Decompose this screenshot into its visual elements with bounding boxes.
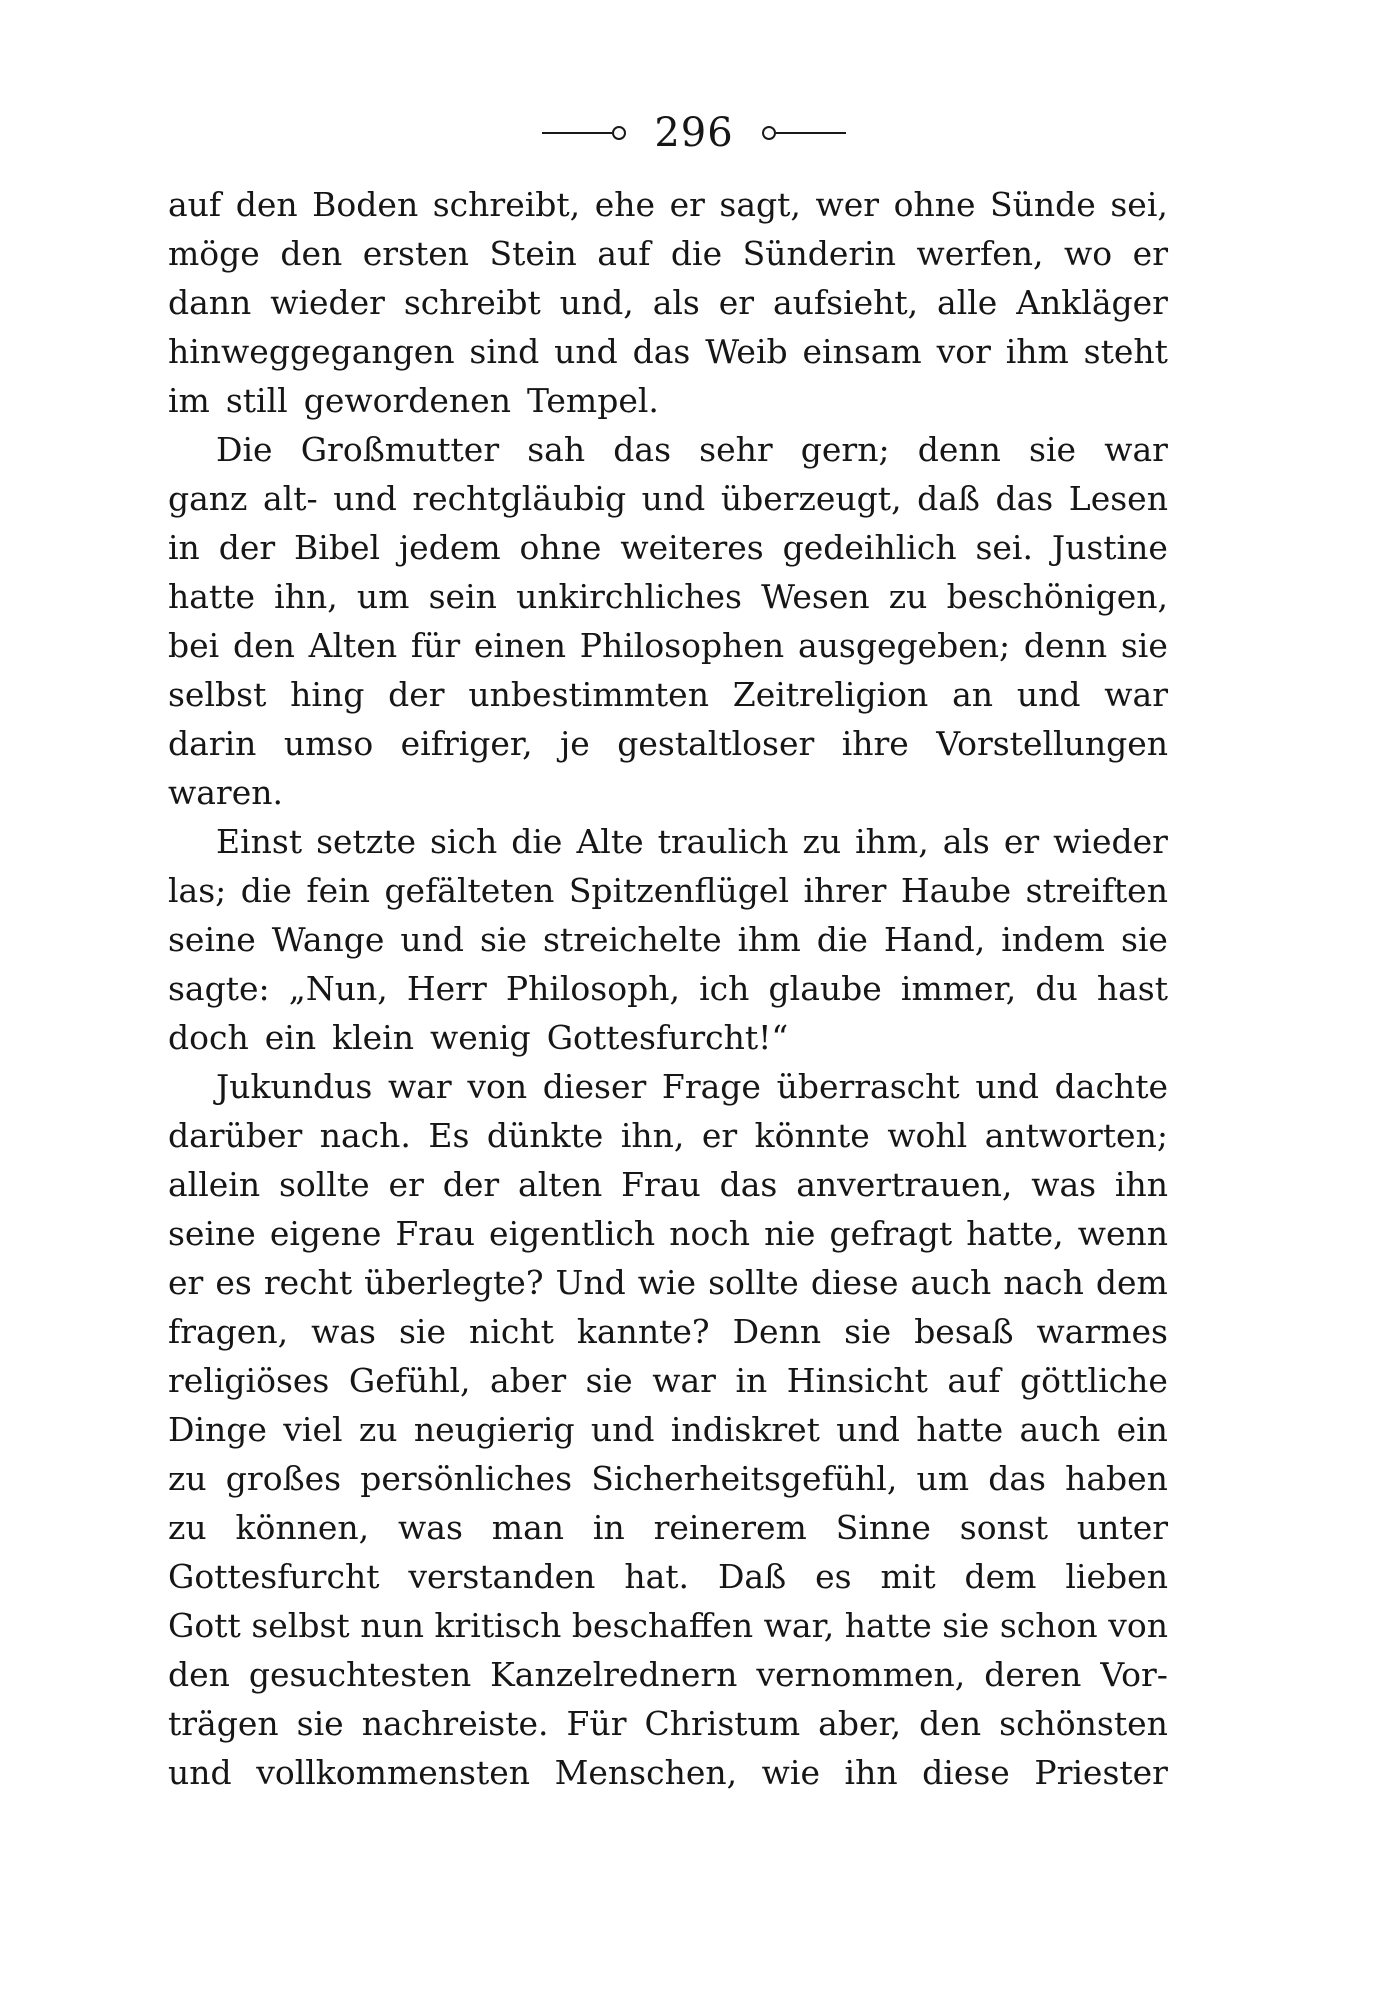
- text-line: im still gewordenen Tempel.: [168, 381, 659, 420]
- text-line: dann wieder schreibt und, als er aufsieht, alle Ankläger: [168, 283, 1168, 322]
- text-line: ganz alt- und rechtgläubig und überzeugt, daß das Lesen: [168, 479, 1168, 518]
- text-line: und vollkommensten Menschen, wie ihn diese Priester: [168, 1753, 1168, 1792]
- text-line: bei den Alten für einen Philosophen ausgegeben; denn sie: [168, 626, 1168, 665]
- ornament-ring-icon: [762, 126, 776, 140]
- text-line: Die Großmutter sah das sehr gern; denn sie war: [216, 430, 1168, 469]
- text-line: seine eigene Frau eigentlich noch nie gefragt hatte, wenn: [168, 1214, 1168, 1253]
- text-line: in der Bibel jedem ohne weiteres gedeihlich sei. Justine: [168, 528, 1168, 567]
- text-line: auf den Boden schreibt, ehe er sagt, wer ohne Sünde sei,: [168, 185, 1168, 224]
- text-line: doch ein klein wenig Gottesfurcht!“: [168, 1018, 789, 1057]
- text-line: Einst setzte sich die Alte traulich zu ihm, als er wieder: [216, 822, 1168, 861]
- text-line: hinweggegangen sind und das Weib einsam vor ihm steht: [168, 332, 1168, 371]
- text-line: religiöses Gefühl, aber sie war in Hinsicht auf göttliche: [168, 1361, 1168, 1400]
- page-number: 296: [654, 110, 734, 156]
- text-line: möge den ersten Stein auf die Sünderin werfen, wo er: [168, 234, 1168, 273]
- text-line: darüber nach. Es dünkte ihn, er könnte wohl antworten;: [168, 1116, 1168, 1155]
- ornament-line: [776, 132, 846, 134]
- text-line: seine Wange und sie streichelte ihm die Hand, indem sie: [168, 920, 1168, 959]
- text-line: darin umso eifriger, je gestaltloser ihre Vorstellungen: [168, 724, 1168, 763]
- text-line: sagte: „Nun, Herr Philosoph, ich glaube immer, du hast: [168, 969, 1168, 1008]
- left-ornament: [542, 126, 626, 140]
- text-line: Gott selbst nun kritisch beschaffen war, hatte sie schon von: [168, 1606, 1168, 1645]
- text-line: den gesuchtesten Kanzelrednern vernommen, deren Vor-: [168, 1655, 1168, 1694]
- text-line: waren.: [168, 773, 283, 812]
- text-line: zu großes persönliches Sicherheitsgefühl, um das haben: [168, 1459, 1168, 1498]
- text-line: allein sollte er der alten Frau das anvertrauen, was ihn: [168, 1165, 1168, 1204]
- ornament-line: [542, 132, 612, 134]
- text-line: Jukundus war von dieser Frage überrascht und dachte: [216, 1067, 1168, 1106]
- text-line: las; die fein gefälteten Spitzenflügel ihrer Haube streiften: [168, 871, 1168, 910]
- body-text: [168, 180, 1168, 1797]
- page-header: [0, 108, 1388, 158]
- text-line: zu können, was man in reinerem Sinne sonst unter: [168, 1508, 1168, 1547]
- text-line: hatte ihn, um sein unkirchliches Wesen zu beschönigen,: [168, 577, 1168, 616]
- text-line: er es recht überlegte? Und wie sollte diese auch nach dem: [168, 1263, 1168, 1302]
- ornament-ring-icon: [612, 126, 626, 140]
- text-line: selbst hing der unbestimmten Zeitreligion an und war: [168, 675, 1168, 714]
- text-line: Dinge viel zu neugierig und indiskret und hatte auch ein: [168, 1410, 1168, 1449]
- right-ornament: [762, 126, 846, 140]
- text-line: trägen sie nachreiste. Für Christum aber, den schönsten: [168, 1704, 1168, 1743]
- text-line: fragen, was sie nicht kannte? Denn sie besaß warmes: [168, 1312, 1168, 1351]
- text-line: Gottesfurcht verstanden hat. Daß es mit dem lieben: [168, 1557, 1168, 1596]
